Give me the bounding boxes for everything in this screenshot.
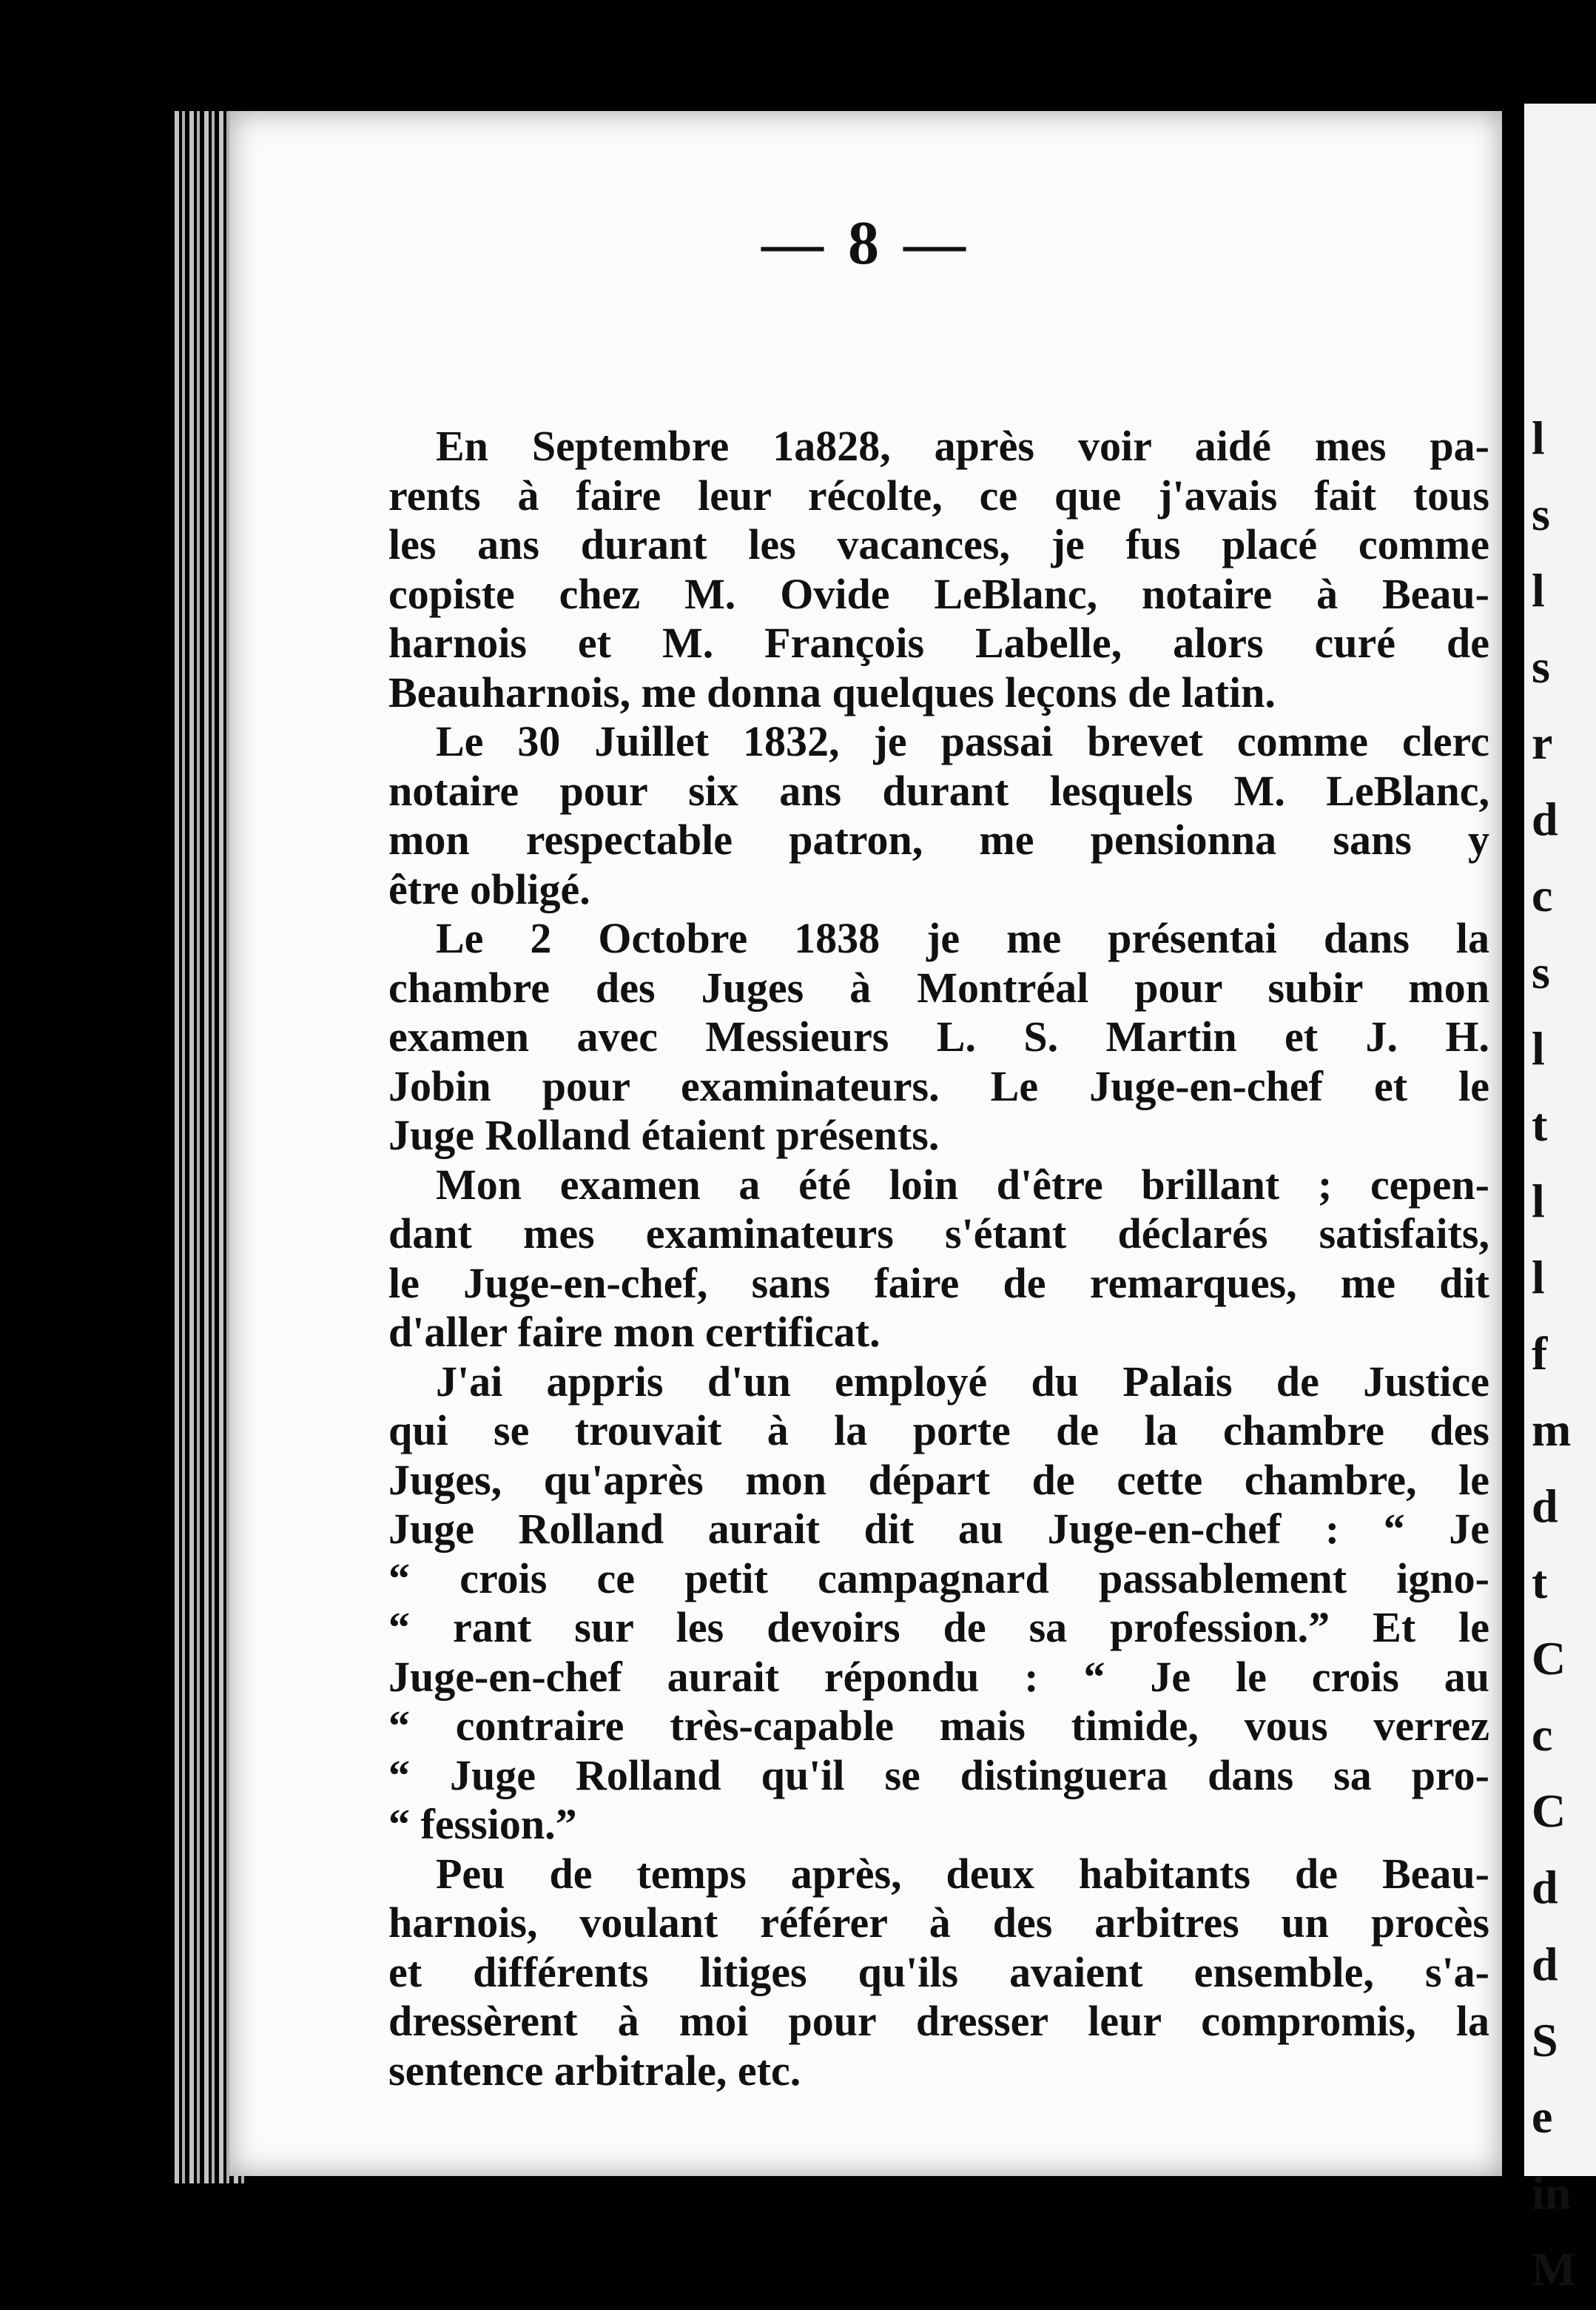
text-line: Juges, qu'après mon départ de cette chambre, le [388,1455,1489,1504]
text-line: Le 30 Juillet 1832, je passai brevet comme clerc [436,717,1489,765]
text-line: “ contraire très-capable mais timide, vous verrez [388,1702,1489,1750]
next-page-letter-fragment: l [1532,1174,1545,1227]
next-page-letter-fragment: d [1532,1480,1558,1533]
text-line: copiste chez M. Ovide LeBlanc, notaire à Beau- [388,569,1489,618]
next-page-letter-fragment: s [1532,488,1550,541]
next-page-letter-fragment: c [1532,1708,1553,1762]
next-page-letter-fragment: m [1532,1403,1572,1456]
next-page-letter-fragment: l [1532,1250,1545,1303]
text-line: En Septembre 1a828, après voir aidé mes pa- [436,422,1489,470]
text-line: d'aller faire mon certificat. [388,1308,881,1356]
text-line: et différents litiges qu'ils avaient ensemble, s'a- [388,1947,1489,1996]
page-text [388,422,1489,2095]
text-line: les ans durant les vacances, je fus placé comme [388,520,1489,568]
next-page-letter-fragment: d [1532,1937,1558,1990]
text-line: Juge Rolland aurait dit au Juge-en-chef : “ Je [388,1505,1489,1553]
text-line: Mon examen a été loin d'être brillant ; cepen- [436,1160,1489,1209]
next-page-letter-fragment: M [1532,2242,1577,2295]
text-line: chambre des Juges à Montréal pour subir mon [388,963,1489,1012]
next-page-letter-fragment: t [1532,1098,1548,1151]
next-page-edge [1514,104,1596,2295]
text-line: dressèrent à moi pour dresser leur compromis, la [388,1997,1489,2045]
next-page-letter-fragment: C [1532,1784,1566,1838]
text-line: dant mes examinateurs s'étant déclarés satisfaits, [388,1209,1489,1258]
paragraph [388,717,1489,914]
paragraph [388,1161,1489,1357]
text-line: être obligé. [388,864,590,913]
paragraph [388,422,1489,717]
text-line: J'ai appris d'un employé du Palais de Justice [436,1357,1489,1406]
next-page-letter-fragment: s [1532,945,1550,998]
text-line: qui se trouvait à la porte de la chambre des [388,1406,1489,1454]
next-page-letter-fragment: l [1532,1021,1545,1075]
text-line: Beauharnois, me donna quelques leçons de latin. [388,668,1276,716]
text-line: Jobin pour examinateurs. Le Juge-en-chef et le [388,1061,1489,1110]
next-page-letter-fragment: c [1532,869,1553,922]
text-line: “ fession.” [388,1800,577,1848]
text-line: le Juge-en-chef, sans faire de remarques, me dit [388,1258,1489,1307]
next-page-letter-fragment: s [1532,640,1550,694]
next-page-letter-fragment: t [1532,1556,1548,1609]
text-line: “ crois ce petit campagnard passablement igno- [388,1554,1489,1602]
text-line: “ rant sur les devoirs de sa profession.” Et le [388,1603,1489,1651]
next-page-letter-fragment: d [1532,793,1558,846]
text-line: notaire pour six ans durant lesquels M. LeBlanc, [388,766,1489,815]
next-page-letter-fragment: l [1532,564,1545,617]
text-line: “ Juge Rolland qu'il se distinguera dans sa pro- [388,1750,1489,1799]
text-line: harnois, voulant référer à des arbitres un procès [388,1898,1489,1947]
text-line: Peu de temps après, deux habitants de Beau- [436,1849,1489,1898]
next-page-letter-fragment: d [1532,1861,1558,1914]
book-page [229,111,1502,2176]
next-page-letter-fragment: r [1532,716,1553,770]
next-page-letter-fragment: C [1532,1632,1566,1685]
page-number: — 8 — [761,209,970,278]
next-page-letter-fragment: S [1532,2013,1558,2066]
next-page-letter-fragment: in [1532,2166,1572,2219]
text-line: sentence arbitrale, etc. [388,2046,801,2095]
next-page-letter-fragment: e [1532,2089,1553,2143]
text-line: Le 2 Octobre 1838 je me présentai dans la [436,914,1489,962]
next-page-letter-fragment: l [1532,412,1545,464]
paragraph [388,1357,1489,1850]
paragraph [388,1850,1489,2096]
text-line: Juge-en-chef aurait répondu : “ Je le crois au [388,1652,1489,1701]
text-line: mon respectable patron, me pensionna sans y [388,816,1489,864]
text-line: Juge Rolland étaient présents. [388,1111,940,1159]
paragraph [388,914,1489,1161]
text-line: rents à faire leur récolte, ce que j'avais fait tous [388,471,1489,520]
text-line: harnois et M. François Labelle, alors curé de [388,619,1489,667]
text-line: examen avec Messieurs L. S. Martin et J. H. [388,1013,1489,1061]
next-page-letter-fragment: f [1532,1326,1548,1380]
